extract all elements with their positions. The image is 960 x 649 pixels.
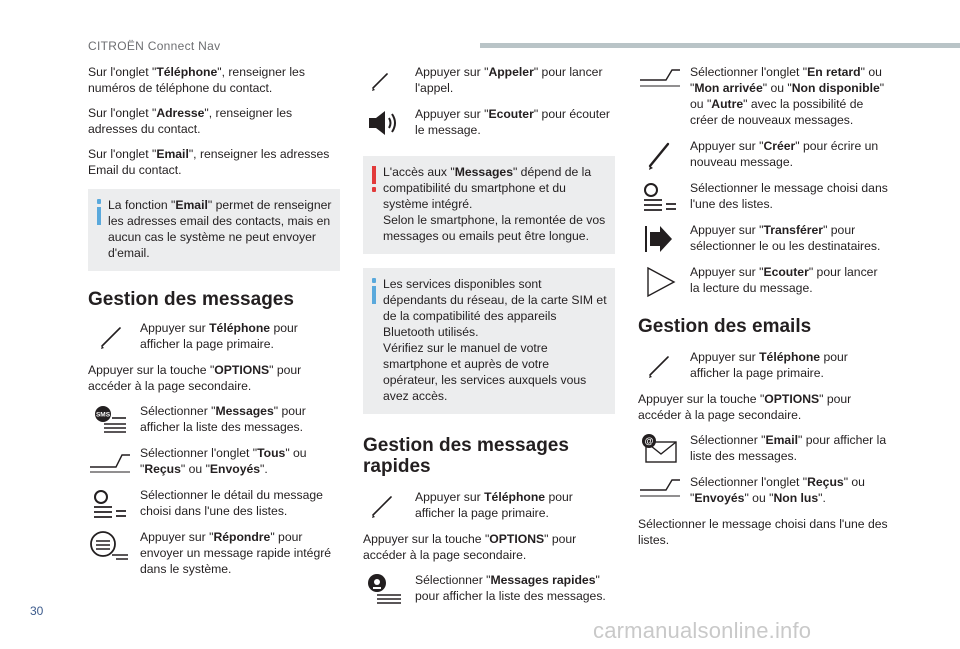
step-telephone: Appuyer sur Téléphone pour afficher la page primaire. [88,320,340,352]
info-box-services: Les services disponibles sont dépendants du réseau, de la carte SIM et de la compatibilité des appareils Bluetooth utilisés. Vérifiez sur le manuel de votre smartphone et auprès de votre opérateur, les services auxquels vous avez accès. [363,268,615,414]
pencil-icon [363,64,407,98]
svg-text:@: @ [644,436,654,446]
heading-gestion-messages-rapides: Gestion des messages rapides [363,435,569,477]
tab-icon [638,474,682,508]
tab-icon [638,64,682,98]
heading-gestion-emails: Gestion des emails [638,316,812,337]
step-select-detail: Sélectionner le détail du message choisi dans l'une des listes. [88,487,340,519]
pencil-icon [88,320,132,354]
step-messages-rapides: Sélectionner "Messages rapides" pour afficher la liste des messages. [363,572,615,604]
paragraph-telephone-tab: Sur l'onglet "Téléphone", renseigner les numéros de téléphone du contact. [88,65,305,95]
svg-text:SMS: SMS [95,411,111,419]
step-appeler: Appuyer sur "Appeler" pour lancer l'appel. [363,64,615,96]
paragraph-options-emails: Appuyer sur la touche "OPTIONS" pour accéder à la page secondaire. [638,392,852,422]
column-2 [363,64,615,614]
paragraph-email-tab: Sur l'onglet "Email", renseigner les adresses Email du contact. [88,147,330,177]
warning-box-messages: L'accès aux "Messages" dépend de la compatibilité du smartphone et du système intégré. Selon le smartphone, la remontée de vos messages ou emails peut être longue. [363,156,615,254]
step-ecouter: Appuyer sur "Ecouter" pour écouter le message. [363,106,615,138]
page-number: 30 [30,604,44,618]
email-icon [638,432,682,466]
quick-messages-list-icon [363,572,407,606]
list-detail-icon [638,180,682,214]
header-title: CITROËN Connect Nav [88,39,221,53]
pencil-icon [363,489,407,523]
tab-icon [88,445,132,479]
step-select-message: Sélectionner le message choisi dans l'une des listes. [638,180,890,212]
paragraph-options-rapides: Appuyer sur la touche "OPTIONS" pour accéder à la page secondaire. [363,532,577,562]
play-icon [638,264,682,298]
pencil-icon [638,138,682,172]
column-1 [88,64,340,587]
step-creer: Appuyer sur "Créer" pour écrire un nouveau message. [638,138,890,170]
paragraph-adresse-tab: Sur l'onglet "Adresse", renseigner les adresses du contact. [88,106,293,136]
step-select-tab-recus: Sélectionner l'onglet "Reçus" ou "Envoyés" ou "Non lus". [638,474,890,506]
watermark: carmanualsonline.info [593,618,812,643]
header-bar [480,43,960,48]
heading-gestion-messages: Gestion des messages [88,289,294,310]
step-select-tab-retard: Sélectionner l'onglet "En retard" ou "Mon arrivée" ou "Non disponible" ou "Autre" avec la possibilité de créer de nouveaux messages. [638,64,890,128]
info-box-email: La fonction "Email" permet de renseigner les adresses email des contacts, mais en aucun cas le système ne peut envoyer d'email. [88,189,340,271]
step-transferer: Appuyer sur "Transférer" pour sélectionner le ou les destinataires. [638,222,890,254]
step-select-email: @ Sélectionner "Email" pour afficher la liste des messages. [638,432,890,464]
sms-list-icon [88,403,132,437]
step-repondre: Appuyer sur "Répondre" pour envoyer un message rapide intégré dans le système. [88,529,340,577]
list-detail-icon [88,487,132,521]
paragraph-options: Appuyer sur la touche "OPTIONS" pour accéder à la page secondaire. [88,363,302,393]
quick-reply-icon [88,529,132,563]
speaker-icon [363,106,407,140]
step-telephone-emails: Appuyer sur Téléphone pour afficher la page primaire. [638,349,890,381]
forward-icon [638,222,682,256]
warning-icon [370,166,379,194]
column-3 [638,64,890,557]
info-icon [95,199,104,227]
paragraph-select-message: Sélectionner le message choisi dans l'une des listes. [638,517,888,547]
info-icon [370,278,379,306]
step-select-messages: SMS Sélectionner "Messages" pour afficher la liste des messages. [88,403,340,435]
step-ecouter-lecture: Appuyer sur "Ecouter" pour lancer la lecture du message. [638,264,890,296]
step-select-tab: Sélectionner l'onglet "Tous" ou "Reçus" ou "Envoyés". [88,445,340,477]
pencil-icon [638,349,682,383]
step-telephone-rapides: Appuyer sur Téléphone pour afficher la page primaire. [363,489,615,521]
